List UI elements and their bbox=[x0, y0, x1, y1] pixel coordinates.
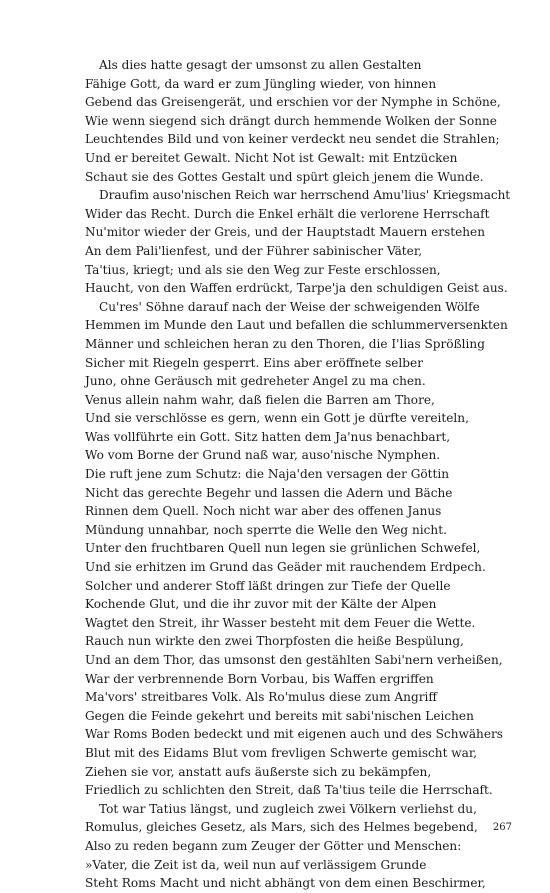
verse-line: Die ruft jene zum Schutz: die Naja'den versagen der Göttin bbox=[85, 467, 450, 482]
verse-line: Wo vom Borne der Grund naß war, auso'nische Nymphen. bbox=[85, 448, 441, 463]
verse-line: Sicher mit Riegeln gesperrt. Eins aber eröffnete selber bbox=[85, 355, 423, 370]
verse-line: Juno, ohne Geräusch mit gedreheter Angel zu ma chen. bbox=[85, 374, 426, 389]
verse-line: Und er bereitet Gewalt. Nicht Not ist Gewalt: mit Entzücken bbox=[85, 150, 458, 165]
verse-line: Ma'vors' streitbares Volk. Als Ro'mulus diese zum Angriff bbox=[85, 690, 437, 705]
verse-line: Leuchtendes Bild und von keiner verdeckt neu sendet die Strahlen; bbox=[85, 132, 500, 147]
verse-line: Nicht das gerechte Begehr und lassen die Adern und Bäche bbox=[85, 485, 453, 500]
verse-line: Mündung unnahbar, noch sperrte die Welle den Weg nicht. bbox=[85, 522, 447, 537]
verse-line: Romulus, gleiches Gesetz, als Mars, sich des Helmes begebend, bbox=[85, 820, 478, 835]
verse-line: Ziehen sie vor, anstatt aufs äußerste sich zu bekämpfen, bbox=[85, 764, 432, 779]
verse-line: Venus allein nahm wahr, daß fielen die Barren am Thore, bbox=[85, 392, 435, 407]
verse-line: Und sie erhitzen im Grund das Geäder mit rauchendem Erdpech. bbox=[85, 560, 486, 575]
verse-line: War der verbrennende Born Vorbau, bis Waffen ergriffen bbox=[85, 671, 434, 686]
verse-line: Gebend das Greisengerät, und erschien vor der Nymphe in Schöne, bbox=[85, 95, 501, 110]
verse-line: Rauch nun wirkte den zwei Thorpfosten die heiße Bespülung, bbox=[85, 634, 464, 649]
verse-line: Blut mit des Eidams Blut vom frevligen Schwerte gemischt war, bbox=[85, 745, 478, 760]
verse-line: Solcher und anderer Stoff läßt dringen zur Tiefe der Quelle bbox=[85, 578, 451, 593]
verse-line: Wie wenn siegend sich drängt durch hemmende Wolken der Sonne bbox=[85, 113, 497, 128]
verse-line: Tot war Tatius längst, und zugleich zwei Völkern verliehst du, bbox=[99, 801, 477, 816]
verse-line: Draufim auso'nischen Reich war herrschend Amu'lius' Kriegsmacht bbox=[99, 188, 511, 203]
verse-line: Steht Roms Macht und nicht abhängt von dem einen Beschirmer, bbox=[85, 876, 486, 891]
verse-line: Und an dem Thor, das umsonst den gestählten Sabi'nern verheißen, bbox=[85, 653, 503, 667]
verse-line: Hemmen im Munde den Laut und befallen die schlummerversenkten bbox=[85, 318, 508, 333]
verse-line: Haucht, von den Waffen erdrückt, Tarpe'ja den schuldigen Geist aus. bbox=[85, 281, 508, 296]
verse-line: Cu'res' Söhne darauf nach der Weise der schweigenden Wölfe bbox=[99, 299, 480, 314]
verse-line: Und sie verschlösse es gern, wenn ein Gott je dürfte vereiteln, bbox=[85, 411, 469, 426]
verse-line: Also zu reden begann zum Zeuger der Götter und Menschen: bbox=[85, 838, 462, 853]
verse-line: Was vollführte ein Gott. Sitz hatten dem Ja'nus benachbart, bbox=[85, 429, 451, 444]
verse-line: Wider das Recht. Durch die Enkel erhält die verlorene Herrschaft bbox=[85, 206, 490, 221]
verse-line: Schaut sie des Gottes Gestalt und spürt gleich jenem die Wunde. bbox=[85, 169, 484, 184]
verse-line: Unter den fruchtbaren Quell nun legen sie grünlichen Schwefel, bbox=[85, 541, 481, 556]
verse-line: Ta'tius, kriegt; und als sie den Weg zur Feste erschlossen, bbox=[85, 262, 441, 277]
verse-line: War Roms Boden bedeckt und mit eigenen auch und des Schwähers bbox=[85, 727, 503, 742]
verse-text bbox=[85, 56, 510, 893]
verse-line: »Vater, die Zeit ist da, weil nun auf verlässigem Grunde bbox=[85, 857, 427, 872]
verse-line: Kochende Glut, und die ihr zuvor mit der Kälte der Alpen bbox=[85, 597, 437, 612]
verse-line: Männer und schleichen heran zu den Thoren, die I'lias Sprößling bbox=[85, 336, 485, 351]
verse-line: Nu'mitor wieder der Greis, und der Hauptstadt Mauern erstehen bbox=[85, 225, 485, 240]
page-number: 267 bbox=[492, 822, 512, 833]
verse-line: Wagtet den Streit, ihr Wasser besteht mit dem Feuer die Wette. bbox=[85, 615, 476, 630]
verse-line: Friedlich zu schlichten den Streit, daß Ta'tius teile die Herrschaft. bbox=[85, 783, 493, 798]
verse-line: Als dies hatte gesagt der umsonst zu allen Gestalten bbox=[99, 58, 422, 72]
verse-line: Rinnen dem Quell. Noch nicht war aber des offenen Janus bbox=[85, 504, 442, 519]
verse-line: An dem Pali'lienfest, und der Führer sabinischer Väter, bbox=[85, 243, 423, 258]
verse-line: Fähige Gott, da ward er zum Jüngling wieder, von hinnen bbox=[85, 76, 437, 91]
verse-line: Gegen die Feinde gekehrt und bereits mit sabi'nischen Leichen bbox=[85, 708, 474, 723]
